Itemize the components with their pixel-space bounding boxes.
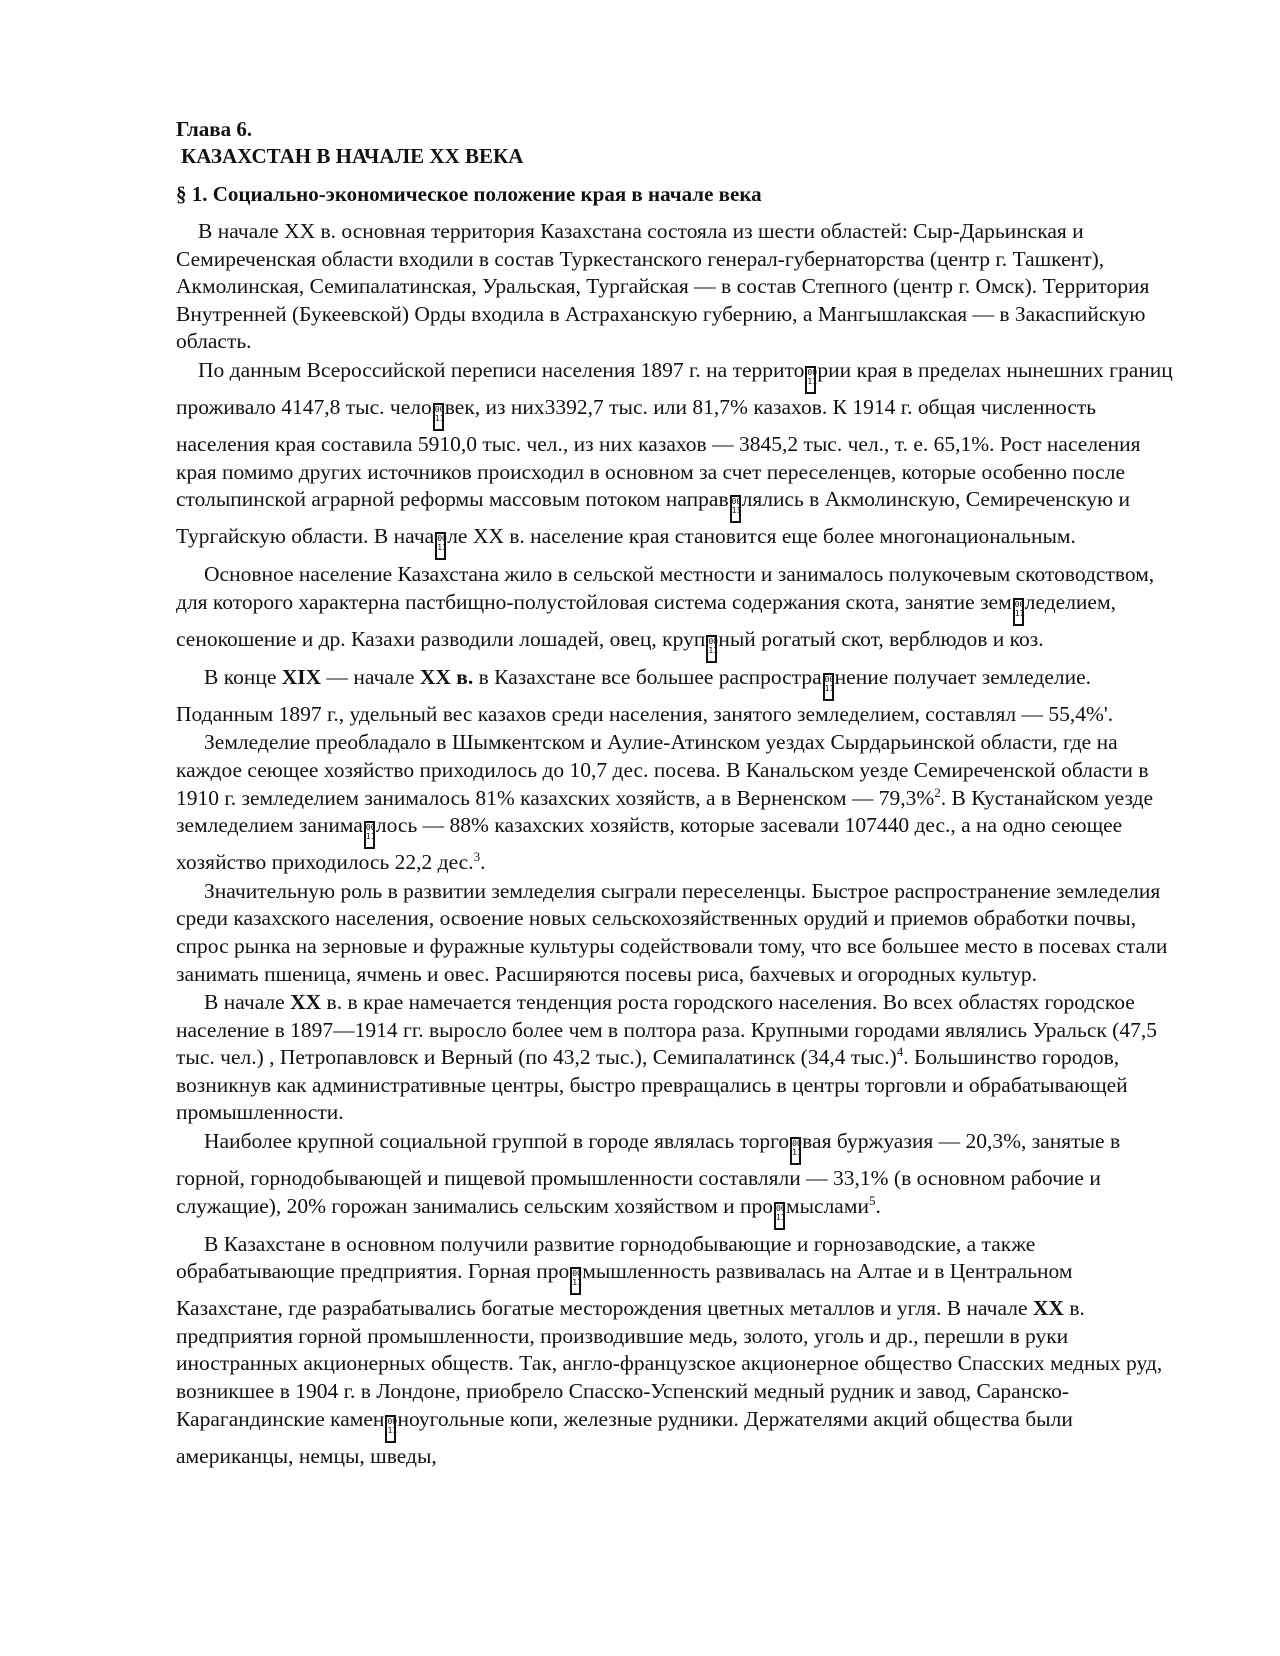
text-run: лялись в Акмолинскую, Семиреченскую и Тургайскую области. В нача (176, 487, 1130, 549)
missing-glyph-icon: 00 11 (433, 403, 444, 431)
paragraph (176, 729, 1176, 876)
paragraph (176, 218, 1176, 356)
missing-glyph-icon: 00 11 (1013, 598, 1024, 626)
text-run: вая буржуазия — 20,3%, занятые в горной, горнодобывающей и пищевой промышленности составляли — 33,1% (в основном рабочие и служащие), 20% горожан занимались сельским хозяйством и про (176, 1129, 1121, 1218)
text-run: рии края в пределах нынешних границ проживало 4147,8 тыс. чело (176, 357, 1173, 419)
text-run: мыслами (785, 1193, 869, 1218)
paragraph (176, 664, 1176, 729)
text-run: . Большинство городов, возникнув как административные центры, быстро превращались в центры торговли и обрабатывающей промышленности. (176, 1045, 1128, 1125)
chapter-number: Глава 6. (176, 117, 253, 141)
missing-glyph-icon: 00 11 (706, 635, 717, 663)
missing-glyph-icon: 00 11 (790, 1137, 801, 1165)
text-run: в. в крае намечается тенденция роста городского населения. Во всех областях городское население в 1897—1914 гг. выросло более чем в полтора раза. Крупными городами являлись Уральск (47,5 тыс. чел.) , Петропавловск и Верный (по 43,2 тыс.), Семипалатинск (34,4 тыс.) (176, 990, 1157, 1070)
text-run: мышленность развивалась на Алтае и в Центральном Казахстане, где разрабатывались богатые месторождения цветных металлов и угля. В начале (176, 1259, 1073, 1321)
text-run: леделием, сенокошение и др. Казахи разводили лошадей, овец, круп (176, 589, 1116, 651)
bold-text-run: XIX (281, 664, 322, 689)
missing-glyph-icon: 00 11 (364, 821, 375, 849)
missing-glyph-icon: 00 11 (774, 1202, 785, 1230)
text-run: В конце (204, 664, 282, 689)
section-title: § 1. Социально-экономическое положение края в начале века (176, 182, 762, 206)
text-run: Значительную роль в развитии земледелия сыграли переселенцы. Быстрое распространение земледелия среди казахского населения, освоение новых сельскохозяйственных орудий и приемов обработки почвы, спрос рынка на зерновые и фуражные культуры содействовали тому, что все большее место в посевах стали занимать пшеница, ячмень и овес. Расширяются посевы риса, бахчевых и огородных культур. (176, 878, 1168, 986)
bold-text-run: XX (290, 990, 322, 1015)
text-run: По данным Всероссийской переписи населения 1897 г. на террито (198, 357, 805, 382)
paragraph (176, 1231, 1176, 1471)
text-run: . В Кустанайском уезде земледелием занима (176, 785, 1154, 838)
missing-glyph-icon: 00 11 (805, 366, 816, 394)
bold-text-run: XX в. (419, 664, 474, 689)
text-run: ле XX в. население края становится еще более многонациональным. (447, 524, 1076, 549)
text-run: Основное население Казахстана жило в сельской местности и занималось полукочевым скотоводством, для которого характерна пастбищно-полустойловая система содержания скота, занятие зем (176, 562, 1155, 614)
document-page (176, 116, 1176, 1471)
text-run: . (480, 850, 486, 875)
bold-text-run: XX (1032, 1296, 1064, 1321)
footnote-ref: 5 (868, 1192, 876, 1208)
missing-glyph-icon: 00 11 (385, 1415, 396, 1443)
text-run: ный рогатый скот, верблюдов и коз. (718, 626, 1044, 651)
text-run: В начале (204, 990, 291, 1015)
paragraph (176, 878, 1176, 988)
text-run: век, из них3392,7 тыс. или 81,7% казахов. К 1914 г. общая численность населения края составила 5910,0 тыс. чел., из них казахов — 3845,2 тыс. чел., т. е. 65,1%. Рост населения края помимо других источников происходил в основном за счет переселенцев, которые особенно после столыпинской аграрной реформы массовым потоком направ (176, 394, 1141, 512)
text-run: . (875, 1193, 881, 1218)
footnote-ref: 3 (473, 848, 481, 864)
text-run: ноугольные копи, железные рудники. Держателями акций общества были американцы, немцы, шведы, (176, 1406, 1073, 1468)
text-run: В Казахстане в основном получили развитие горнодобывающие и горнозаводские, а также обрабатывающие предприятия. Горная про (176, 1231, 1036, 1284)
paragraph (176, 1128, 1176, 1230)
text-run: лось — 88% казахских хозяйств, которые засевали 107440 дес., а на одно сеющее хозяйство приходилось 22,2 дес. (176, 813, 1123, 875)
paragraph (176, 561, 1176, 663)
footnote-ref: 2 (934, 784, 941, 800)
chapter-title: КАЗАХСТАН В НАЧАЛЕ XX ВЕКА (181, 144, 524, 168)
text-run: — начале (321, 664, 420, 689)
paragraph (176, 357, 1176, 560)
missing-glyph-icon: 00 11 (730, 495, 741, 523)
paragraph (176, 989, 1176, 1127)
missing-glyph-icon: 00 11 (435, 532, 446, 560)
text-run: нение получает земледелие. Поданным 1897 г., удельный вес казахов среди населения, занятого земледелием, составлял — 55,4%'. (176, 664, 1114, 726)
text-run: В начале XX в. основная территория Казахстана состояла из шести областей: Сыр-Дарьинская и Семиреченская области входили в состав Туркестанского генерал-губернаторства (центр г. Ташкент), Акмолинская, Семипалатинская, Уральская, Тургайская — в состав Степного (центр г. Омск). Территория Внутренней (Букеевской) Орды входила в Астраханскую губернию, а Мангышлакская — в Закаспийскую область. (176, 219, 1150, 354)
missing-glyph-icon: 00 11 (823, 673, 834, 701)
footnote-ref: 4 (896, 1044, 904, 1060)
text-run: в Казахстане все большее распростра (473, 664, 822, 689)
text-run: Наиболее крупной социальной группой в городе являлась торго (204, 1129, 790, 1154)
text-run: Земледелие преобладало в Шымкентском и Аулие-Атинском уездах Сырдарьинской области, где на каждое сеющее хозяйство приходилось до 10,7 дес. посева. В Канальском уезде Семиреченской области в 1910 г. земледелием занималось 81% казахских хозяйств, а в Верненском — 79,3% (176, 730, 1149, 810)
text-run: в. предприятия горной промышленности, производившие медь, золото, уголь и др., перешли в руки иностранных акционерных обществ. Так, англо-французское акционерное общество Спасских медных руд, возникшее в 1904 г. в Лондоне, приобрело Спасско-Успенский медный рудник и завод, Саранско-Карагандинские камен (176, 1296, 1163, 1431)
missing-glyph-icon: 00 11 (570, 1267, 581, 1295)
